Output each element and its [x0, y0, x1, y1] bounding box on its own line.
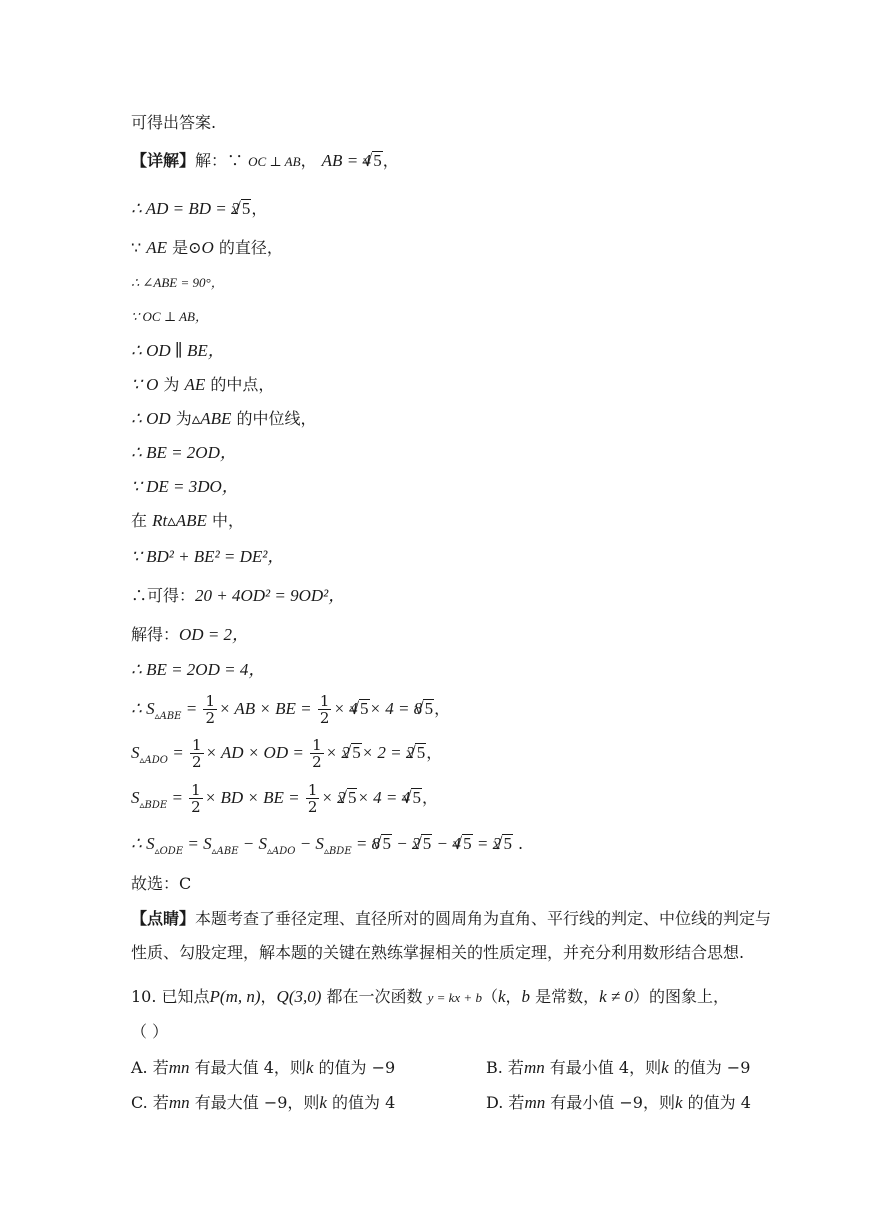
subscript: ▵ABE	[211, 846, 239, 857]
comma: ，	[300, 151, 317, 170]
math: = 2	[472, 834, 502, 853]
text-line-18	[131, 736, 442, 773]
detail-tag: 【详解】	[131, 151, 196, 170]
text: 有最小值 4，则	[544, 1058, 662, 1077]
text-line-note-1	[131, 908, 771, 930]
text: 都在一次函数	[321, 987, 428, 1006]
sqrt-5: √ 5	[372, 151, 383, 170]
math: × 2	[325, 743, 350, 762]
detail-text: 解：∵	[195, 151, 244, 170]
denominator: 2	[205, 708, 215, 727]
comma: ，	[251, 199, 268, 218]
math-rt-triangle: Rt▵ABE	[152, 511, 207, 530]
math-mn: mn	[523, 1058, 545, 1077]
sqrt-5: √ 5	[381, 834, 392, 853]
text: 的值为 4	[682, 1093, 751, 1112]
math: − S	[238, 834, 267, 853]
numerator: 1	[319, 691, 330, 710]
math-k: k	[319, 1093, 327, 1112]
text-line-12	[131, 510, 244, 532]
question-number: 10. 已知点	[131, 987, 210, 1006]
math: × 2 = 2	[361, 743, 415, 762]
sqrt-5: √ 5	[421, 834, 432, 853]
sqrt-5: √ 5	[415, 743, 426, 762]
text: 在	[131, 511, 153, 530]
comma: ，	[505, 987, 522, 1006]
sqrt-5: √ 5	[423, 699, 434, 718]
option-label: D. 若	[486, 1093, 525, 1112]
text-line-5	[131, 271, 224, 294]
text-line-20	[131, 833, 523, 858]
math: × 4 = 8	[369, 699, 423, 718]
subscript: ▵BDE	[323, 846, 352, 857]
math-o: ∵ O	[131, 375, 159, 394]
option-label: A. 若	[131, 1058, 169, 1077]
math-ae: AE	[184, 375, 206, 394]
math: − 4	[432, 834, 461, 853]
math-angle-abe: ∴ ∠ABE = 90°，	[131, 275, 224, 290]
math-be-4: ∴ BE = 2OD = 4，	[131, 660, 266, 679]
math: × 2	[321, 788, 346, 807]
text: 有最大值 4，则	[189, 1058, 306, 1077]
math-pythagoras: ∵ BD² + BE² = DE²，	[131, 547, 285, 566]
comma: ，	[422, 788, 439, 807]
math-od-parallel-be: ∴ OD ∥ BE，	[131, 341, 225, 360]
option-label: B. 若	[486, 1058, 524, 1077]
math-k: k	[305, 1058, 314, 1077]
text-line-19	[131, 781, 438, 818]
fraction-half	[190, 735, 204, 771]
fraction-half	[189, 780, 203, 816]
math-mn: mn	[168, 1058, 190, 1077]
subscript: ▵ADO	[266, 846, 296, 857]
text: 的直径，	[213, 238, 283, 257]
eq: =	[167, 788, 188, 807]
sqrt-5: √ 5	[462, 834, 473, 853]
denominator: 2	[307, 797, 318, 816]
subscript: ▵ADO	[139, 755, 168, 766]
text-line-7	[131, 340, 225, 362]
math: = S	[183, 834, 212, 853]
text: 的中点，	[205, 375, 275, 394]
option-label: C. 若	[131, 1093, 169, 1112]
intro-text: 可得出答案.	[131, 113, 217, 132]
text: 为	[158, 375, 185, 394]
math: × AD × OD =	[205, 743, 309, 762]
question-10-blank	[131, 1021, 168, 1043]
text: 为	[170, 409, 192, 428]
numerator: 1	[191, 780, 201, 799]
text: ）的图象上，	[633, 987, 730, 1006]
math-k-ne-0: k ≠ 0	[599, 987, 634, 1006]
math-triangle-abe: ▵ABE	[191, 409, 232, 428]
math: × AB × BE =	[219, 699, 316, 718]
sqrt-5: √ 5	[411, 788, 422, 807]
text-line-6	[131, 305, 208, 328]
numerator: 1	[307, 780, 318, 799]
math-k: k	[661, 1058, 669, 1077]
option-d[interactable]	[486, 1092, 751, 1114]
denominator: 2	[319, 708, 330, 727]
math: × BD × BE =	[204, 788, 304, 807]
comma: ，	[426, 743, 443, 762]
text: 有最小值 −9，则	[545, 1093, 675, 1112]
comma: ，	[434, 699, 451, 718]
answer-text: 故选：C	[131, 874, 192, 893]
text: 的值为 4	[326, 1093, 396, 1112]
math-de-3do: ∵ DE = 3DO，	[131, 477, 239, 496]
question-10-stem	[131, 986, 729, 1009]
text: 是常数，	[530, 987, 600, 1006]
math-oc-perp-ab: OC ⊥ AB	[248, 154, 301, 169]
subscript: ▵ODE	[154, 846, 184, 857]
comma: ，	[382, 151, 399, 170]
math-ab-eq: AB = 4	[321, 151, 371, 170]
text: 的值为 −9	[668, 1058, 751, 1077]
sqrt-5: √ 5	[347, 788, 358, 807]
math: − S	[295, 834, 324, 853]
text: 解得：	[131, 625, 180, 644]
text-line-17	[131, 692, 450, 729]
denominator: 2	[191, 752, 202, 771]
math-ad-bd: ∴ AD = BD = 2	[131, 199, 240, 218]
text: 的中位线，	[231, 409, 317, 428]
math: × 4 = 4	[357, 788, 411, 807]
fraction-half	[310, 735, 324, 771]
math-mn: mn	[524, 1093, 546, 1112]
math-k: k	[674, 1093, 683, 1112]
subscript: ▵BDE	[139, 800, 168, 811]
denominator: 2	[312, 752, 322, 771]
numerator: 1	[312, 735, 322, 754]
period: .	[512, 834, 524, 853]
fraction-half	[318, 691, 332, 727]
text-line-10	[131, 442, 237, 464]
eq: =	[181, 699, 202, 718]
sqrt-5: √ 5	[351, 743, 362, 762]
fraction-half	[203, 691, 217, 727]
math-linear-function: y = kx + b	[427, 990, 482, 1005]
note-text-1: 本题考查了垂径定理、直径所对的圆周角为直角、平行线的判定、中位线的判定与	[195, 909, 772, 928]
text-line-13	[131, 546, 284, 568]
math-s: S	[131, 743, 140, 762]
text-line-intro	[131, 112, 216, 134]
note-tag: 【点睛】	[131, 909, 196, 928]
sqrt-5: √ 5	[359, 699, 370, 718]
note-text-2: 性质、勾股定理，解本题的关键在熟练掌握相关的性质定理，并充分利用数形结合思想.	[131, 943, 745, 962]
text-line-9	[131, 408, 317, 430]
math-s: ∴ S	[131, 834, 155, 853]
math-point-p: P(m, n)	[209, 987, 261, 1006]
text: ∴可得：	[131, 586, 196, 605]
math-b: b	[521, 987, 531, 1006]
math-k: k	[497, 987, 506, 1006]
text: 中，	[206, 511, 244, 530]
math-point-q: Q(3,0)	[276, 987, 322, 1006]
text-line-note-2	[131, 942, 744, 964]
text-line-detail	[131, 150, 399, 173]
option-a[interactable]	[131, 1057, 395, 1079]
math-od-2: OD = 2，	[179, 625, 250, 644]
text-line-14	[131, 585, 345, 607]
numerator: 1	[205, 691, 215, 710]
denominator: 2	[191, 797, 201, 816]
because: ∵	[131, 238, 147, 257]
math-s: S	[131, 788, 140, 807]
numerator: 1	[191, 735, 202, 754]
text: 的值为 −9	[313, 1058, 396, 1077]
math: × 4	[333, 699, 358, 718]
text: 是⊙	[167, 238, 202, 257]
option-b[interactable]	[486, 1057, 750, 1079]
option-c[interactable]	[131, 1092, 395, 1114]
fraction-half	[306, 780, 320, 816]
sqrt-5: √ 5	[502, 834, 513, 853]
paren: （	[481, 987, 498, 1006]
math-oc-perp-ab-2: ∵ OC ⊥ AB，	[131, 309, 208, 324]
math: − 2	[391, 834, 421, 853]
text-line-4	[131, 237, 283, 259]
answer-blank: （ ）	[131, 1022, 169, 1041]
math-equation: 20 + 4OD² = 9OD²，	[195, 586, 346, 605]
text-line-16	[131, 659, 265, 681]
text-line-answer	[131, 873, 191, 895]
math-o: O	[201, 238, 214, 257]
text-line-3	[131, 198, 267, 220]
math: = 8	[351, 834, 381, 853]
math-be-2od: ∴ BE = 2OD，	[131, 443, 237, 462]
math-s: ∴ S	[131, 699, 155, 718]
comma: ，	[260, 987, 277, 1006]
text-line-11	[131, 476, 239, 498]
text-line-15	[131, 624, 249, 646]
math-mn: mn	[168, 1093, 190, 1112]
text: 有最大值 −9，则	[189, 1093, 320, 1112]
text-line-8	[131, 374, 274, 396]
math-od: ∴ OD	[131, 409, 171, 428]
math-ae: AE	[146, 238, 168, 257]
subscript: ▵ABE	[154, 711, 182, 722]
sqrt-5: √ 5	[241, 199, 252, 218]
eq: =	[167, 743, 188, 762]
